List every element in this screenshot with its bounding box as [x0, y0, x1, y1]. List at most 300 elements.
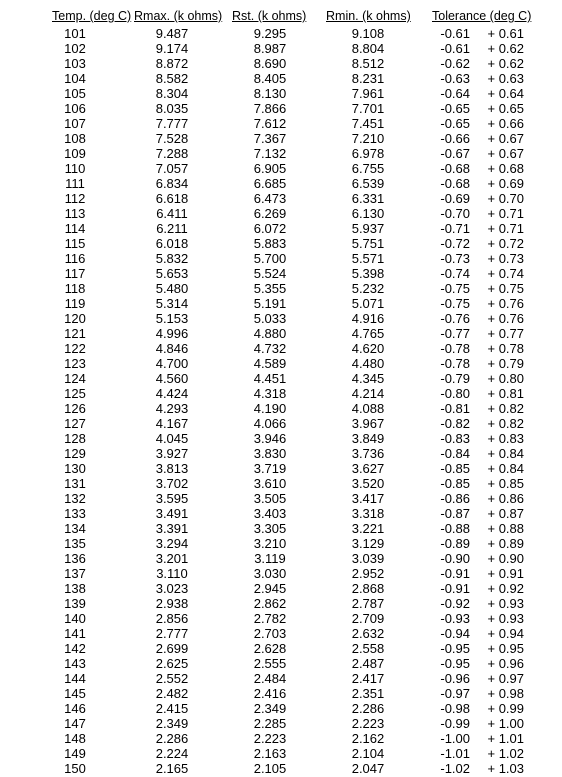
table-row: [0, 311, 562, 326]
cell-rmax: 2.856: [155, 611, 189, 626]
cell-rmax: 3.595: [155, 491, 189, 506]
cell-rmin: 4.916: [351, 311, 385, 326]
cell-rmax: 3.023: [155, 581, 189, 596]
cell-tolerance-minus: -0.79: [440, 371, 470, 386]
cell-temp: 149: [64, 746, 86, 761]
cell-temp: 130: [64, 461, 86, 476]
cell-tolerance-plus: + 0.62: [487, 41, 524, 56]
cell-rst: 3.505: [253, 491, 287, 506]
cell-rmin: 4.345: [351, 371, 385, 386]
header-temp: Temp. (deg C): [52, 9, 132, 23]
cell-rmax: 6.211: [156, 221, 188, 236]
cell-rmin: 8.231: [351, 71, 385, 86]
cell-rmin: 3.849: [351, 431, 385, 446]
cell-rmin: 3.417: [351, 491, 385, 506]
cell-tolerance-minus: -0.68: [440, 176, 470, 191]
cell-tolerance-plus: + 0.94: [487, 626, 524, 641]
cell-tolerance-minus: -0.80: [440, 386, 470, 401]
cell-tolerance-plus: + 0.78: [487, 341, 524, 356]
cell-rst: 3.305: [253, 521, 287, 536]
cell-rmin: 6.755: [351, 161, 385, 176]
cell-rmax: 3.813: [155, 461, 189, 476]
cell-rst: 5.700: [253, 251, 287, 266]
cell-tolerance-plus: + 0.84: [487, 446, 524, 461]
cell-temp: 106: [64, 101, 86, 116]
cell-rst: 3.030: [253, 566, 287, 581]
cell-rst: 6.473: [253, 191, 287, 206]
cell-rmin: 5.571: [351, 251, 385, 266]
cell-tolerance-minus: -0.85: [440, 461, 470, 476]
cell-rmax: 5.832: [155, 251, 189, 266]
cell-rmax: 2.165: [155, 761, 189, 776]
cell-rmin: 2.162: [351, 731, 385, 746]
table-row: [0, 506, 562, 521]
cell-tolerance-minus: -0.93: [440, 611, 470, 626]
cell-rmin: 2.417: [351, 671, 385, 686]
cell-rmax: 6.834: [155, 176, 189, 191]
cell-rst: 8.987: [253, 41, 287, 56]
cell-rmin: 6.331: [351, 191, 385, 206]
cell-rmin: 4.480: [351, 356, 385, 371]
cell-temp: 124: [64, 371, 86, 386]
cell-rmax: 8.582: [155, 71, 189, 86]
cell-temp: 116: [64, 251, 86, 266]
cell-rst: 8.690: [253, 56, 287, 71]
cell-tolerance-minus: -1.02: [440, 761, 470, 776]
table-row: [0, 371, 562, 386]
cell-tolerance-minus: -0.69: [440, 191, 470, 206]
cell-tolerance-plus: + 0.93: [487, 596, 524, 611]
cell-rmin: 9.108: [351, 26, 385, 41]
cell-temp: 112: [64, 191, 86, 206]
cell-rst: 4.589: [253, 356, 287, 371]
cell-rmax: 2.777: [155, 626, 189, 641]
cell-rmax: 6.018: [155, 236, 189, 251]
cell-tolerance-plus: + 0.97: [487, 671, 524, 686]
cell-temp: 141: [64, 626, 86, 641]
cell-rst: 8.405: [253, 71, 287, 86]
cell-tolerance-plus: + 0.76: [487, 311, 524, 326]
cell-rmax: 4.293: [155, 401, 189, 416]
cell-rmax: 8.035: [155, 101, 189, 116]
cell-tolerance-minus: -0.67: [440, 146, 470, 161]
cell-rst: 7.612: [253, 116, 287, 131]
cell-rmin: 6.130: [351, 206, 385, 221]
cell-rmin: 5.398: [351, 266, 385, 281]
cell-rmax: 4.700: [155, 356, 189, 371]
cell-rmin: 2.632: [351, 626, 385, 641]
table-row: [0, 746, 562, 761]
cell-rst: 5.191: [253, 296, 287, 311]
cell-rmin: 3.627: [351, 461, 385, 476]
cell-temp: 142: [64, 641, 86, 656]
cell-rmin: 5.232: [351, 281, 385, 296]
cell-rmax: 2.552: [155, 671, 189, 686]
cell-temp: 115: [64, 236, 86, 251]
cell-rst: 3.403: [253, 506, 287, 521]
cell-tolerance-minus: -0.63: [440, 71, 470, 86]
cell-rmin: 3.221: [351, 521, 385, 536]
table-row: [0, 71, 562, 86]
cell-tolerance-plus: + 0.69: [487, 176, 524, 191]
table-row: [0, 401, 562, 416]
cell-tolerance-plus: + 0.90: [487, 551, 524, 566]
cell-temp: 125: [64, 386, 86, 401]
table-row: [0, 626, 562, 641]
cell-rmax: 3.201: [155, 551, 189, 566]
cell-rmin: 2.286: [351, 701, 385, 716]
table-row: [0, 176, 562, 191]
cell-rst: 3.830: [253, 446, 287, 461]
cell-rmin: 2.709: [351, 611, 385, 626]
cell-temp: 144: [64, 671, 86, 686]
cell-tolerance-minus: -0.73: [440, 251, 470, 266]
cell-rmax: 9.487: [155, 26, 189, 41]
cell-temp: 105: [64, 86, 86, 101]
cell-tolerance-plus: + 0.85: [487, 476, 524, 491]
cell-rst: 3.719: [253, 461, 287, 476]
cell-tolerance-minus: -0.90: [440, 551, 470, 566]
table-row: [0, 446, 562, 461]
cell-temp: 145: [64, 686, 86, 701]
cell-rst: 5.524: [253, 266, 287, 281]
table-row: [0, 476, 562, 491]
cell-temp: 122: [64, 341, 86, 356]
cell-rst: 3.119: [254, 551, 286, 566]
cell-tolerance-minus: -0.66: [440, 131, 470, 146]
cell-temp: 136: [64, 551, 86, 566]
cell-tolerance-plus: + 0.67: [487, 146, 524, 161]
cell-rmax: 2.349: [155, 716, 189, 731]
cell-rmax: 3.391: [155, 521, 189, 536]
table-row: [0, 611, 562, 626]
cell-rst: 7.367: [253, 131, 287, 146]
cell-temp: 131: [64, 476, 86, 491]
table-row: [0, 461, 562, 476]
cell-temp: 111: [65, 176, 85, 191]
cell-rmax: 7.288: [155, 146, 189, 161]
cell-rmax: 2.286: [155, 731, 189, 746]
cell-tolerance-minus: -0.72: [440, 236, 470, 251]
cell-tolerance-minus: -0.78: [440, 356, 470, 371]
cell-rst: 2.349: [253, 701, 287, 716]
cell-rmin: 3.318: [351, 506, 385, 521]
cell-temp: 134: [64, 521, 86, 536]
cell-rmax: 4.045: [155, 431, 189, 446]
cell-temp: 118: [64, 281, 86, 296]
cell-temp: 127: [64, 416, 86, 431]
cell-tolerance-minus: -0.91: [440, 581, 470, 596]
cell-temp: 140: [64, 611, 86, 626]
cell-rmin: 7.210: [351, 131, 385, 146]
cell-tolerance-minus: -0.91: [440, 566, 470, 581]
table-row: [0, 191, 562, 206]
cell-tolerance-plus: + 0.82: [487, 401, 524, 416]
cell-rmax: 4.560: [155, 371, 189, 386]
cell-rst: 6.685: [253, 176, 287, 191]
cell-temp: 148: [64, 731, 86, 746]
cell-temp: 103: [64, 56, 86, 71]
table-row: [0, 221, 562, 236]
table-row: [0, 671, 562, 686]
table-row: [0, 341, 562, 356]
cell-temp: 137: [64, 566, 86, 581]
cell-rmax: 7.528: [155, 131, 189, 146]
cell-tolerance-plus: + 0.75: [487, 281, 524, 296]
table-row: [0, 26, 562, 41]
table-row: [0, 536, 562, 551]
cell-rmin: 4.088: [351, 401, 385, 416]
cell-tolerance-minus: -0.81: [440, 401, 470, 416]
table-row: [0, 581, 562, 596]
table-row: [0, 266, 562, 281]
cell-temp: 110: [64, 161, 86, 176]
table-row: [0, 296, 562, 311]
cell-tolerance-minus: -0.77: [440, 326, 470, 341]
cell-rst: 4.732: [253, 341, 287, 356]
cell-tolerance-minus: -0.75: [440, 281, 470, 296]
cell-rmin: 3.967: [351, 416, 385, 431]
cell-rst: 4.880: [253, 326, 287, 341]
cell-tolerance-minus: -0.76: [440, 311, 470, 326]
cell-tolerance-plus: + 0.64: [487, 86, 524, 101]
cell-tolerance-plus: + 0.67: [487, 131, 524, 146]
cell-tolerance-plus: + 0.70: [487, 191, 524, 206]
cell-rmin: 6.539: [351, 176, 385, 191]
header-rmax: Rmax. (k ohms): [134, 9, 223, 23]
cell-tolerance-plus: + 0.89: [487, 536, 524, 551]
cell-temp: 101: [64, 26, 86, 41]
header-tolerance: Tolerance (deg C): [432, 9, 532, 23]
cell-rst: 6.269: [253, 206, 287, 221]
cell-rst: 3.610: [253, 476, 287, 491]
cell-tolerance-minus: -0.92: [440, 596, 470, 611]
cell-tolerance-plus: + 1.01: [487, 731, 524, 746]
cell-temp: 102: [64, 41, 86, 56]
cell-tolerance-minus: -0.78: [440, 341, 470, 356]
table-row: [0, 131, 562, 146]
table-row: [0, 566, 562, 581]
cell-rmin: 4.620: [351, 341, 385, 356]
cell-temp: 117: [64, 266, 86, 281]
cell-rmin: 2.952: [351, 566, 385, 581]
cell-rmax: 7.057: [155, 161, 189, 176]
cell-tolerance-minus: -0.61: [440, 26, 470, 41]
cell-tolerance-minus: -0.88: [440, 521, 470, 536]
table-row: [0, 431, 562, 446]
cell-tolerance-minus: -1.00: [440, 731, 470, 746]
table-row: [0, 251, 562, 266]
cell-rmin: 3.736: [351, 446, 385, 461]
table-row: [0, 116, 562, 131]
table-row: [0, 596, 562, 611]
cell-rmax: 3.491: [155, 506, 189, 521]
cell-tolerance-plus: + 0.72: [487, 236, 524, 251]
cell-tolerance-plus: + 0.74: [487, 266, 524, 281]
cell-temp: 138: [64, 581, 86, 596]
cell-rmin: 2.487: [351, 656, 385, 671]
cell-tolerance-plus: + 0.71: [487, 221, 524, 236]
cell-tolerance-minus: -0.74: [440, 266, 470, 281]
cell-rmax: 9.174: [155, 41, 189, 56]
cell-rst: 2.782: [253, 611, 287, 626]
cell-temp: 104: [64, 71, 86, 86]
cell-rmin: 7.451: [351, 116, 385, 131]
cell-rst: 4.190: [253, 401, 287, 416]
cell-rmax: 3.294: [155, 536, 189, 551]
table-row: [0, 701, 562, 716]
cell-tolerance-minus: -0.86: [440, 491, 470, 506]
cell-temp: 123: [64, 356, 86, 371]
cell-rmin: 3.039: [351, 551, 385, 566]
cell-rst: 8.130: [253, 86, 287, 101]
cell-rst: 2.416: [253, 686, 287, 701]
cell-rmax: 2.938: [155, 596, 189, 611]
cell-rmax: 4.167: [155, 416, 189, 431]
cell-rmin: 5.071: [351, 296, 385, 311]
cell-rmin: 8.512: [351, 56, 385, 71]
cell-tolerance-minus: -0.64: [440, 86, 470, 101]
cell-tolerance-plus: + 0.96: [487, 656, 524, 671]
table-row: [0, 206, 562, 221]
cell-rmax: 2.224: [155, 746, 189, 761]
cell-rmin: 2.047: [351, 761, 385, 776]
cell-rmin: 3.520: [351, 476, 385, 491]
cell-temp: 121: [64, 326, 86, 341]
cell-rmax: 7.777: [155, 116, 189, 131]
header-rmin: Rmin. (k ohms): [326, 9, 411, 23]
cell-tolerance-plus: + 0.81: [487, 386, 524, 401]
cell-tolerance-plus: + 0.93: [487, 611, 524, 626]
table-row: [0, 56, 562, 71]
cell-tolerance-plus: + 1.02: [487, 746, 524, 761]
table-row: [0, 326, 562, 341]
cell-temp: 143: [64, 656, 86, 671]
cell-tolerance-plus: + 0.76: [487, 296, 524, 311]
cell-rmax: 2.699: [155, 641, 189, 656]
cell-tolerance-plus: + 0.82: [487, 416, 524, 431]
cell-tolerance-minus: -0.82: [440, 416, 470, 431]
cell-temp: 133: [64, 506, 86, 521]
cell-rmax: 8.304: [155, 86, 189, 101]
cell-tolerance-minus: -1.01: [440, 746, 470, 761]
cell-rmax: 5.653: [155, 266, 189, 281]
cell-temp: 108: [64, 131, 86, 146]
cell-tolerance-minus: -0.75: [440, 296, 470, 311]
cell-tolerance-plus: + 0.61: [487, 26, 524, 41]
cell-tolerance-minus: -0.95: [440, 656, 470, 671]
cell-rst: 6.072: [253, 221, 287, 236]
cell-temp: 132: [64, 491, 86, 506]
cell-temp: 126: [64, 401, 86, 416]
cell-rmin: 5.751: [351, 236, 385, 251]
table-row: [0, 641, 562, 656]
cell-rmax: 5.314: [155, 296, 189, 311]
cell-rst: 2.484: [253, 671, 287, 686]
cell-rst: 7.132: [253, 146, 287, 161]
cell-tolerance-minus: -0.97: [440, 686, 470, 701]
cell-temp: 114: [64, 221, 86, 236]
cell-rmax: 5.480: [155, 281, 189, 296]
table-row: [0, 146, 562, 161]
cell-rmin: 7.961: [351, 86, 385, 101]
cell-rst: 6.905: [253, 161, 287, 176]
cell-tolerance-minus: -0.95: [440, 641, 470, 656]
cell-rst: 4.318: [253, 386, 287, 401]
table-row: [0, 521, 562, 536]
cell-tolerance-plus: + 0.73: [487, 251, 524, 266]
cell-tolerance-plus: + 1.00: [487, 716, 524, 731]
table-row: [0, 716, 562, 731]
cell-rmin: 2.787: [351, 596, 385, 611]
cell-rst: 5.355: [253, 281, 287, 296]
table-row: [0, 236, 562, 251]
cell-rst: 4.066: [253, 416, 287, 431]
cell-rst: 2.555: [253, 656, 287, 671]
cell-rst: 2.628: [253, 641, 287, 656]
cell-tolerance-plus: + 0.77: [487, 326, 524, 341]
cell-rst: 5.033: [253, 311, 287, 326]
cell-tolerance-plus: + 0.63: [487, 71, 524, 86]
cell-rmin: 2.868: [351, 581, 385, 596]
cell-rmax: 6.618: [155, 191, 189, 206]
cell-tolerance-minus: -0.65: [440, 116, 470, 131]
cell-rmax: 5.153: [155, 311, 189, 326]
cell-tolerance-minus: -0.99: [440, 716, 470, 731]
cell-tolerance-minus: -0.89: [440, 536, 470, 551]
cell-rst: 3.946: [253, 431, 287, 446]
cell-rmax: 8.872: [155, 56, 189, 71]
cell-rmin: 2.223: [351, 716, 385, 731]
cell-rmin: 6.978: [351, 146, 385, 161]
cell-rst: 4.451: [253, 371, 287, 386]
table-row: [0, 416, 562, 431]
cell-rmax: 4.996: [155, 326, 189, 341]
cell-tolerance-plus: + 0.71: [487, 206, 524, 221]
cell-tolerance-minus: -0.94: [440, 626, 470, 641]
cell-rmax: 3.110: [156, 566, 188, 581]
cell-rmax: 2.415: [155, 701, 189, 716]
cell-rmax: 4.846: [155, 341, 189, 356]
cell-temp: 147: [64, 716, 86, 731]
table-body: [0, 26, 562, 776]
cell-tolerance-minus: -0.85: [440, 476, 470, 491]
cell-rmin: 8.804: [351, 41, 385, 56]
cell-tolerance-plus: + 0.98: [487, 686, 524, 701]
cell-rst: 5.883: [253, 236, 287, 251]
cell-rst: 2.223: [253, 731, 287, 746]
cell-tolerance-plus: + 0.65: [487, 101, 524, 116]
cell-tolerance-plus: + 0.80: [487, 371, 524, 386]
table-row: [0, 101, 562, 116]
cell-rst: 7.866: [253, 101, 287, 116]
cell-rmin: 3.129: [351, 536, 385, 551]
cell-rmax: 2.482: [155, 686, 189, 701]
cell-temp: 146: [64, 701, 86, 716]
cell-rmin: 2.558: [351, 641, 385, 656]
cell-tolerance-minus: -0.61: [440, 41, 470, 56]
cell-temp: 109: [64, 146, 86, 161]
cell-temp: 120: [64, 311, 86, 326]
cell-tolerance-plus: + 0.83: [487, 431, 524, 446]
cell-tolerance-plus: + 0.91: [487, 566, 524, 581]
cell-tolerance-plus: + 1.03: [487, 761, 524, 776]
cell-temp: 128: [64, 431, 86, 446]
cell-tolerance-minus: -0.96: [440, 671, 470, 686]
cell-rmin: 7.701: [351, 101, 385, 116]
cell-tolerance-minus: -0.68: [440, 161, 470, 176]
cell-rmin: 2.104: [351, 746, 385, 761]
